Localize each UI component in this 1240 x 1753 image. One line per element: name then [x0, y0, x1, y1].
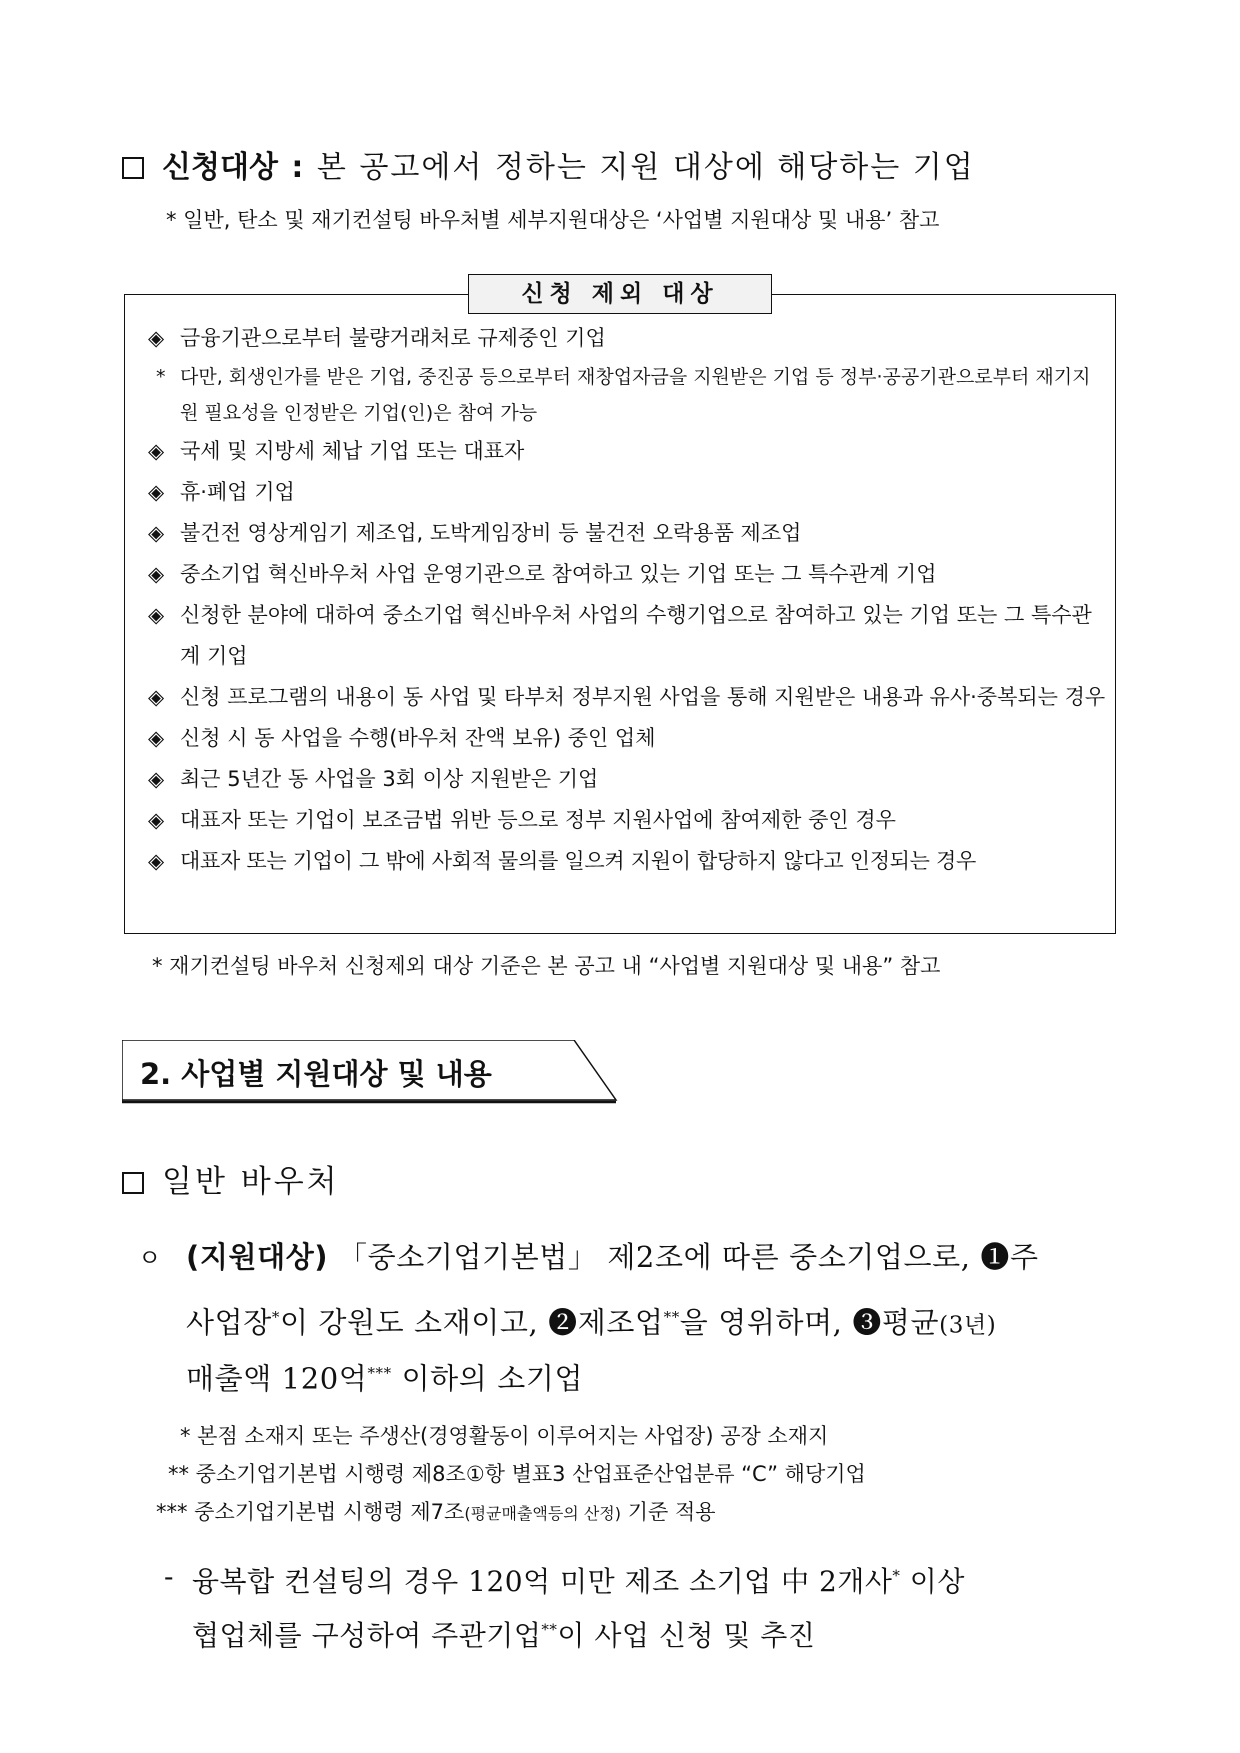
diamond-bullet-icon: ◈	[148, 808, 165, 832]
footnote-3: *** 중소기업기본법 시행령 제7조(평균매출액등의 산정) 기준 적용	[156, 1500, 716, 1524]
sub-dash: -	[164, 1560, 174, 1593]
apply-target-label: 신청대상	[162, 150, 278, 185]
support-line-1: (지원대상) 「중소기업기본법」 제2조에 따른 중소기업으로, ❶주	[186, 1240, 1039, 1274]
support-label: (지원대상)	[186, 1240, 329, 1274]
apply-target-sep: :	[291, 150, 304, 185]
diamond-bullet-icon: ◈	[148, 849, 164, 873]
section-heading	[122, 1040, 618, 1104]
footnote-2: ** 중소기업기본법 시행령 제8조①항 별표3 산업표준산업분류 “C” 해당기업	[168, 1462, 866, 1486]
list-item: ◈ 불건전 영상게임기 제조업, 도박게임장비 등 불건전 오락용품 제조업	[148, 513, 1108, 554]
list-item: ◈ 중소기업 혁신바우처 사업 운영기관으로 참여하고 있는 기업 또는 그 특수관계 기업	[148, 554, 1108, 595]
apply-target-heading	[122, 142, 975, 186]
general-voucher-heading	[122, 1156, 340, 1201]
list-item: ◈ 대표자 또는 기업이 그 밖에 사회적 물의를 일으켜 지원이 합당하지 않다고 인정되는 경우	[148, 841, 1108, 882]
list-item: ◈ 국세 및 지방세 체납 기업 또는 대표자	[148, 431, 1108, 472]
diamond-bullet-icon: ◈	[148, 562, 165, 586]
support-bullet: ㅇ	[138, 1244, 162, 1272]
list-item: ◈ 신청 프로그램의 내용이 동 사업 및 타부처 정부지원 사업을 통해 지원받은 내용과 유사·중복되는 경우	[148, 677, 1108, 718]
general-voucher-title: 일반 바우처	[162, 1164, 340, 1200]
diamond-bullet-icon: ◈	[148, 326, 165, 350]
checkbox-square-icon	[122, 157, 144, 179]
list-item: ◈ 최근 5년간 동 사업을 3회 이상 지원받은 기업	[148, 759, 1108, 800]
sub-line-1: 융복합 컨설팅의 경우 120억 미만 제조 소기업 中 2개사* 이상	[192, 1565, 965, 1598]
support-line-3: 매출액 120억*** 이하의 소기업	[186, 1361, 584, 1396]
diamond-bullet-icon: ◈	[148, 521, 165, 545]
checkbox-square-icon	[122, 1172, 144, 1194]
list-item: ◈ 신청한 분야에 대하여 중소기업 혁신바우처 사업의 수행기업으로 참여하고 있는 기업 또는 그 특수관계 기업	[148, 595, 1108, 677]
diamond-bullet-icon: ◈	[148, 726, 165, 750]
list-item: ◈ 대표자 또는 기업이 보조금법 위반 등으로 정부 지원사업에 참여제한 중인 경우	[148, 800, 1108, 841]
section-heading-text: 2. 사업별 지원대상 및 내용	[140, 1057, 492, 1091]
apply-target-note: * 일반, 탄소 및 재기컨설팅 바우처별 세부지원대상은 ‘사업별 지원대상 및 내용’ 참고	[166, 208, 940, 232]
asterisk-mark: *	[156, 366, 166, 388]
footnote-1: * 본점 소재지 또는 주생산(경영활동이 이루어지는 사업장) 공장 소재지	[180, 1424, 829, 1448]
diamond-bullet-icon: ◈	[148, 439, 165, 463]
support-line-2: 사업장*이 강원도 소재이고, ❷제조업**을 영위하며, ❸평균(3년)	[186, 1305, 997, 1340]
list-item: ◈ 휴·폐업 기업	[148, 472, 1108, 513]
diamond-bullet-icon: ◈	[148, 685, 165, 709]
exclusion-list	[148, 318, 1108, 882]
list-item: ◈ 금융기관으로부터 불량거래처로 규제중인 기업	[148, 318, 1108, 359]
exclusion-after-note: * 재기컨설팅 바우처 신청제외 대상 기준은 본 공고 내 “사업별 지원대상 및 내용” 참고	[152, 954, 941, 978]
diamond-bullet-icon: ◈	[148, 767, 165, 791]
diamond-bullet-icon: ◈	[148, 603, 165, 627]
exclusion-note: * 다만, 회생인가를 받은 기업, 중진공 등으로부터 재창업자금을 지원받은 기업 등 정부·공공기관으로부터 재기지원 필요성을 인정받은 기업(인)은 참여 가능	[148, 359, 1108, 431]
exclusion-title: 신청 제외 대상	[468, 274, 772, 314]
diamond-bullet-icon: ◈	[148, 480, 165, 504]
apply-target-text: 본 공고에서 정하는 지원 대상에 해당하는 기업	[316, 150, 975, 185]
sub-line-2: 협업체를 구성하여 주관기업**이 사업 신청 및 추진	[192, 1619, 816, 1652]
list-item: ◈ 신청 시 동 사업을 수행(바우처 잔액 보유) 중인 업체	[148, 718, 1108, 759]
